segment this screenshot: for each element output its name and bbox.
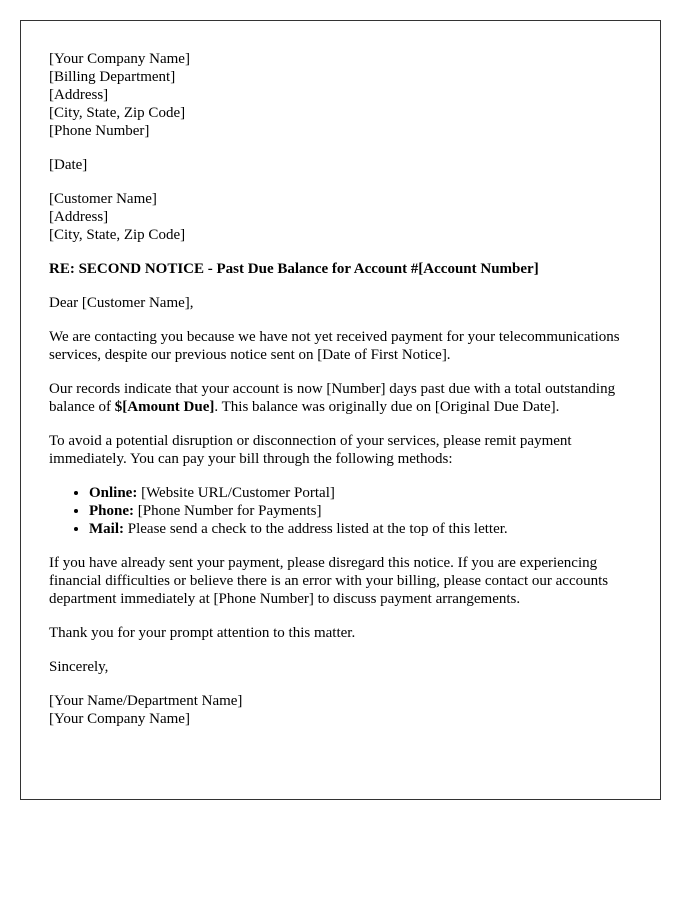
closing: Sincerely,: [49, 659, 109, 675]
paragraph-2: Our records indicate that your account is now [Number] days past due with a total outstanding balance of $[Amount Due]. This balance was originally due on [Original Due Date].: [49, 381, 616, 415]
subject-line: RE: SECOND NOTICE - Past Due Balance for Account #[Account Number]: [49, 261, 539, 277]
payment-methods-list: [49, 484, 632, 538]
letter: [20, 20, 661, 800]
signature-block: [Your Name/Department Name] [Your Company Name]: [49, 693, 243, 727]
sender-block: [Your Company Name] [Billing Department] [Address] [City, State, Zip Code] [Phone Number]: [49, 51, 190, 139]
paragraph-4: If you have already sent your payment, please disregard this notice. If you are experiencing financial difficulties or believe there is an error with your billing, please contact our accounts department immediately at [Phone Number] to discuss payment arrangements.: [49, 555, 609, 607]
date: [Date]: [49, 157, 88, 173]
paragraph-3: To avoid a potential disruption or disconnection of your services, please remit payment immediately. You can pay your bill through the following methods:: [49, 433, 572, 467]
list-item: • Phone: [Phone Number for Payments]: [89, 502, 632, 520]
paragraph-5: Thank you for your prompt attention to this matter.: [49, 625, 356, 641]
salutation: Dear [Customer Name],: [49, 295, 194, 311]
list-item: • Mail: Please send a check to the address listed at the top of this letter.: [89, 520, 632, 538]
list-item: • Online: [Website URL/Customer Portal]: [89, 484, 632, 502]
recipient-block: [Customer Name] [Address] [City, State, Zip Code]: [49, 191, 186, 243]
paragraph-1: We are contacting you because we have not yet received payment for your telecommunications services, despite our previous notice sent on [Date of First Notice].: [49, 329, 620, 363]
